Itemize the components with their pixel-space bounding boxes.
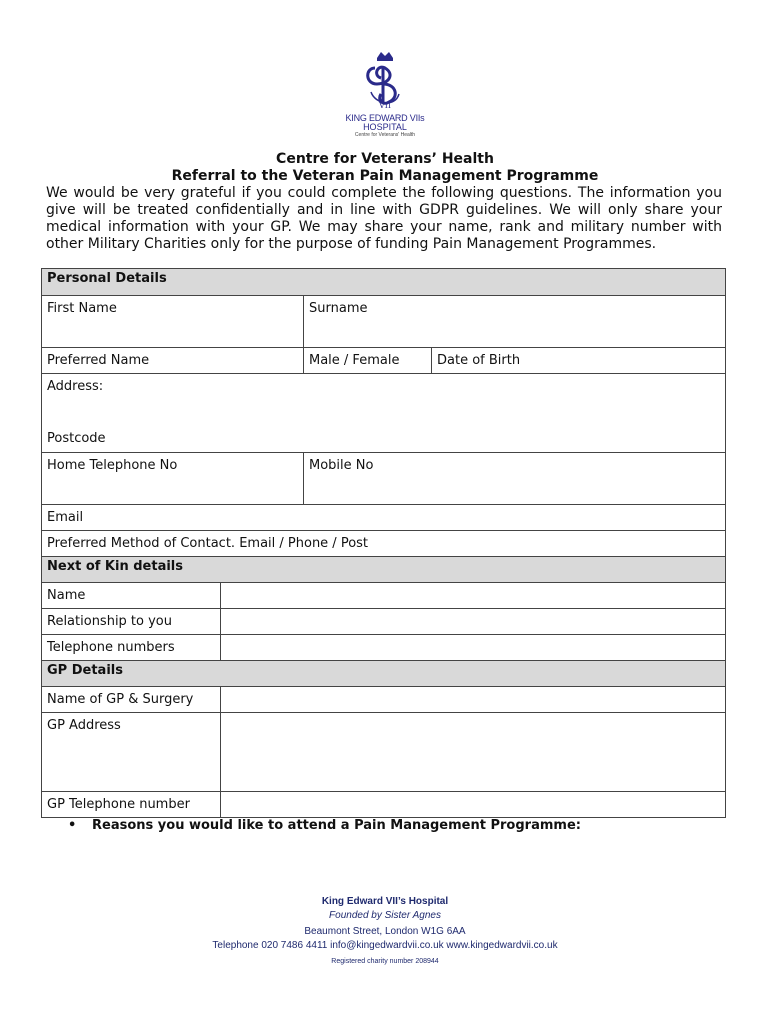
kin-name-label: Name [42,583,221,609]
footer-address: Beaumont Street, London W1G 6AA [304,926,466,937]
section-personal-details: Personal Details [42,269,726,296]
preferred-name-field[interactable]: Preferred Name [42,348,304,374]
logo-line2: HOSPITAL [363,122,407,132]
section-next-of-kin: Next of Kin details [42,557,726,583]
gp-name-input[interactable] [221,687,726,713]
home-telephone-field[interactable]: Home Telephone No [42,453,304,505]
kin-telephone-input[interactable] [221,635,726,661]
gp-name-label: Name of GP & Surgery [42,687,221,713]
contact-method-field[interactable]: Preferred Method of Contact. Email / Phone / Post [42,531,726,557]
first-name-field[interactable]: First Name [42,296,304,348]
gp-address-input[interactable] [221,713,726,792]
gp-address-label: GP Address [42,713,221,792]
kin-relationship-input[interactable] [221,609,726,635]
address-field[interactable] [42,374,726,453]
svg-text:VII: VII [378,101,392,110]
surname-field[interactable]: Surname [304,296,726,348]
kin-relationship-label: Relationship to you [42,609,221,635]
page-subtitle: Referral to the Veteran Pain Management Programme [171,168,599,184]
footer-contact: Telephone 020 7486 4411 info@kingedwardvii.co.uk www.kingedwardvii.co.uk [212,940,558,951]
footer-hospital-name: King Edward VII’s Hospital [321,896,449,907]
hospital-logo [330,48,440,148]
gp-telephone-label: GP Telephone number [42,792,221,818]
kin-telephone-label: Telephone numbers [42,635,221,661]
mobile-field[interactable]: Mobile No [304,453,726,505]
footer-charity: Registered charity number 208944 [331,958,439,965]
footer-founded: Founded by Sister Agnes [329,910,441,921]
gp-telephone-input[interactable] [221,792,726,818]
reasons-label: Reasons you would like to attend a Pain Management Programme: [92,818,581,833]
gender-field[interactable]: Male / Female [304,348,432,374]
postcode-label: Postcode [47,431,106,446]
intro-paragraph: We would be very grateful if you could complete the following questions. The information you give will be treated confidentially and in line with GDPR guidelines. We will only share your medical information with your GP. We may share your name, rank and military number with other Military Charities only for the purpose of funding Pain Management Programmes. [46,185,722,252]
logo-line3: Centre for Veterans' Health [354,132,416,138]
section-gp-details: GP Details [42,661,726,687]
dob-field[interactable]: Date of Birth [432,348,726,374]
kin-name-input[interactable] [221,583,726,609]
bullet-icon: • [68,818,77,833]
address-label: Address: [47,379,104,394]
crest-icon [355,48,415,114]
reasons-prompt [68,818,581,833]
email-field[interactable]: Email [42,505,726,531]
referral-form [41,268,726,818]
page-title: Centre for Veterans’ Health [276,151,494,167]
logo-line1: KING EDWARD VIIs [345,113,425,123]
